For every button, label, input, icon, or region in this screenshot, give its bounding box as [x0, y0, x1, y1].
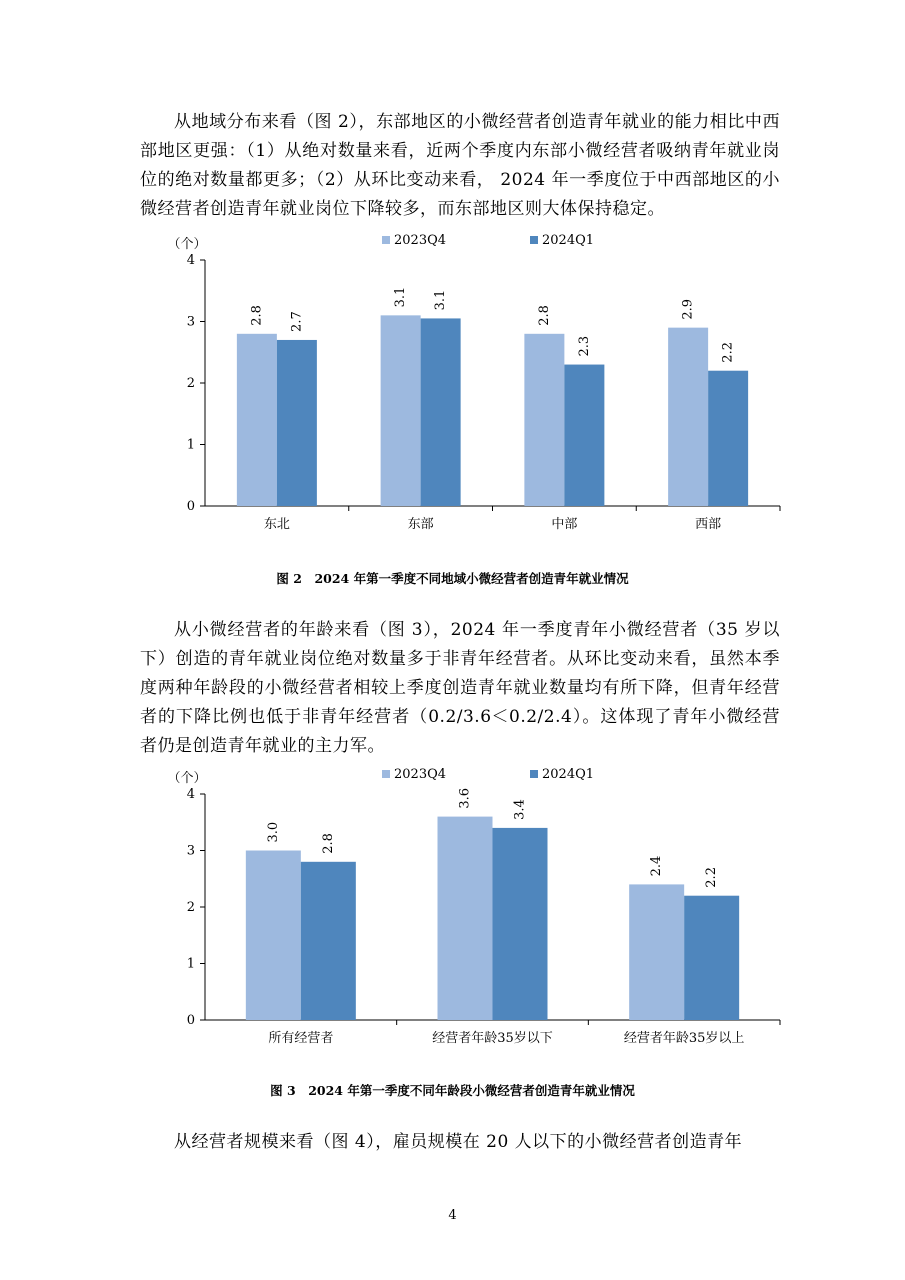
- y-tick-label: 3: [186, 314, 195, 330]
- chart-age: [150, 762, 790, 1062]
- bar-data-label: 3.4: [512, 799, 528, 820]
- x-category-label: 西部: [695, 517, 722, 532]
- bar: [629, 884, 684, 1020]
- bar: [668, 328, 708, 506]
- paragraph-age: 从小微经营者的年龄来看（图 3），2024 年一季度青年小微经营者（35 岁以下）创造的青年就业岗位绝对数量多于非青年经营者。从环比变动来看，虽然本季度两种年龄段的小微经营者相较上季度创造青年就业数量均有所下降，但青年经营者的下降比例也低于非青年经营者（0.2/3.6＜0.2/2.4）。这体现了青年小微经营者仍是创造青年就业的主力军。: [140, 620, 780, 756]
- y-tick-label: 3: [186, 843, 195, 859]
- bar-data-label: 3.0: [265, 821, 281, 843]
- y-tick-label: 2: [186, 376, 195, 391]
- legend-swatch: [382, 770, 390, 778]
- x-category-label: 经营者年龄35岁以下: [432, 1031, 553, 1046]
- bar: [438, 817, 493, 1020]
- bar: [381, 315, 421, 506]
- bar-data-label: 2.2: [720, 342, 736, 363]
- bar-chart-svg: [150, 762, 790, 1062]
- figure-caption: 图 2 2024 年第一季度不同地域小微经营者创造青年就业情况: [276, 571, 629, 586]
- legend-swatch: [530, 236, 538, 244]
- bar-data-label: 2.8: [536, 305, 552, 326]
- bar-data-label: 2.8: [320, 833, 336, 854]
- bar: [524, 334, 564, 506]
- y-axis-unit-label: （个）: [167, 237, 207, 252]
- x-category-label: 所有经营者: [268, 1031, 334, 1046]
- bar: [564, 365, 604, 506]
- bar-data-label: 2.7: [289, 311, 305, 332]
- y-tick-label: 1: [186, 956, 195, 972]
- chart-region: [150, 228, 790, 548]
- bar: [301, 862, 356, 1020]
- paragraph-region: 从地域分布来看（图 2），东部地区的小微经营者创造青年就业的能力相比中西部地区更强：（1）从绝对数量来看，近两个季度内东部小微经营者吸纳青年就业岗位的绝对数量都更多；（2）从环比变动来看， 2024 年一季度位于中西部地区的小微经营者创造青年就业岗位下降较多，而东部地区则大体保持稳定。: [140, 112, 780, 219]
- x-category-label: 经营者年龄35岁以上: [623, 1031, 745, 1046]
- bar-data-label: 3.6: [457, 787, 473, 809]
- bar-chart-svg: [150, 228, 790, 548]
- figure-caption: 图 3 2024 年第一季度不同年龄段小微经营者创造青年就业情况: [270, 1083, 635, 1098]
- y-tick-label: 0: [186, 1013, 195, 1028]
- legend-swatch: [382, 236, 390, 244]
- bar-data-label: 2.8: [249, 305, 265, 326]
- bar-data-label: 2.2: [704, 867, 720, 888]
- y-tick-label: 0: [186, 499, 195, 514]
- bar-data-label: 2.4: [649, 855, 665, 877]
- bar: [237, 334, 277, 506]
- x-category-label: 中部: [551, 517, 578, 532]
- x-category-label: 东部: [407, 517, 434, 532]
- bar: [493, 828, 548, 1020]
- legend-label: 2023Q4: [394, 767, 447, 782]
- legend-label: 2024Q1: [542, 767, 595, 782]
- bar: [277, 340, 317, 506]
- bar: [246, 851, 301, 1021]
- bar-data-label: 3.1: [393, 286, 409, 308]
- bar-data-label: 2.9: [680, 298, 696, 320]
- bar: [421, 318, 461, 506]
- y-tick-label: 2: [186, 900, 195, 915]
- bar-data-label: 2.3: [576, 335, 592, 357]
- bar-data-label: 3.1: [433, 289, 449, 311]
- y-tick-label: 4: [186, 787, 195, 802]
- bar: [684, 896, 739, 1020]
- legend-label: 2023Q4: [394, 233, 447, 248]
- y-tick-label: 4: [186, 253, 195, 268]
- bar: [708, 371, 748, 506]
- page-number: 4: [448, 1208, 457, 1223]
- legend-swatch: [530, 770, 538, 778]
- y-axis-unit-label: （个）: [167, 771, 207, 786]
- y-tick-label: 1: [186, 437, 195, 453]
- legend-label: 2024Q1: [542, 233, 595, 248]
- paragraph-scale: 从经营者规模来看（图 4），雇员规模在 20 人以下的小微经营者创造青年: [174, 1132, 743, 1152]
- x-category-label: 东北: [263, 517, 290, 532]
